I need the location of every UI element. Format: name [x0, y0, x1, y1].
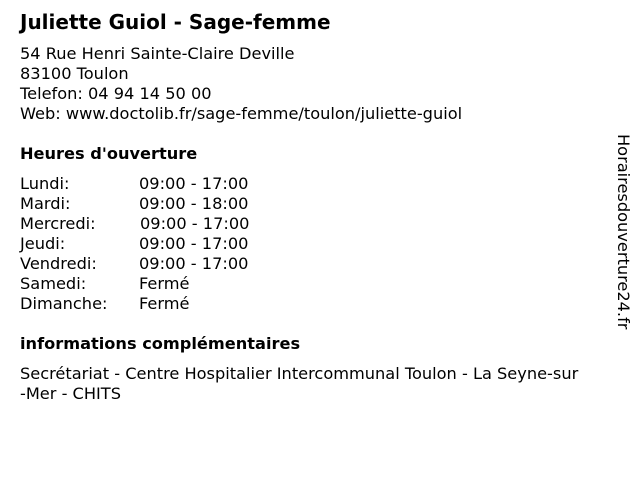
time-value: Fermé: [139, 274, 190, 293]
time-value: 09:00 - 18:00: [139, 194, 249, 213]
time-value: 09:00 - 17:00: [139, 254, 249, 273]
city-postcode: 83100 Toulon: [20, 64, 129, 83]
info-line: -Mer - CHITS: [20, 384, 121, 403]
time-value: Fermé: [139, 294, 190, 313]
day-label: Mercredi:: [20, 214, 96, 233]
time-value: 09:00 - 17:00: [139, 234, 249, 253]
day-label: Samedi:: [20, 274, 87, 293]
day-label: Mardi:: [20, 194, 71, 213]
info-line: Secrétariat - Centre Hospitalier Intercommunal Toulon - La Seyne-sur: [20, 364, 579, 383]
website: Web: www.doctolib.fr/sage-femme/toulon/juliette-guiol: [20, 104, 463, 123]
site-watermark: Horairesdouverture24.fr: [614, 134, 633, 330]
day-label: Jeudi:: [20, 234, 66, 253]
time-value: 09:00 - 17:00: [139, 174, 249, 193]
phone-number: Telefon: 04 94 14 50 00: [20, 84, 212, 103]
street-address: 54 Rue Henri Sainte-Claire Deville: [20, 44, 295, 63]
day-label: Dimanche:: [20, 294, 108, 313]
contact-block: [20, 44, 462, 124]
additional-info-text: [20, 364, 632, 404]
opening-hours-heading: Heures d'ouverture: [20, 144, 198, 163]
day-label: Lundi:: [20, 174, 70, 193]
day-label: Vendredi:: [20, 254, 97, 273]
additional-info-heading: informations complémentaires: [20, 334, 301, 353]
time-value: 09:00 - 17:00: [140, 214, 250, 233]
page-title: Juliette Guiol - Sage-femme: [20, 10, 331, 34]
